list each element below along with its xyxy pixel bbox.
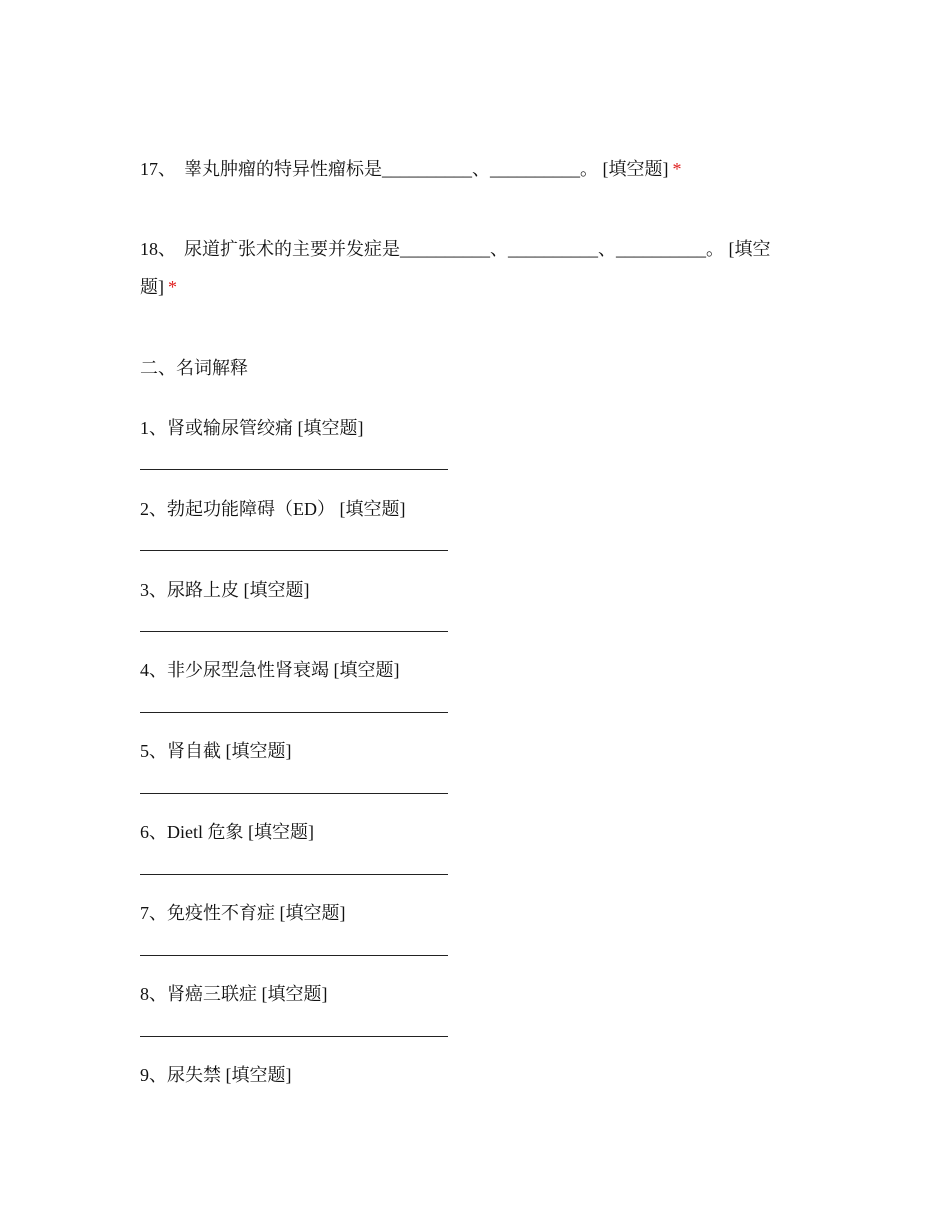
answer-line-5[interactable] bbox=[140, 793, 448, 794]
question-text: 睾丸肿瘤的特异性瘤标是__________、__________。 [填空题] bbox=[184, 159, 669, 179]
question-text: 尿道扩张术的主要并发症是__________、__________、__________。 [填空题] bbox=[140, 239, 771, 297]
answer-line-2[interactable] bbox=[140, 550, 448, 551]
term-7: 7、免疫性不育症 [填空题] bbox=[140, 903, 346, 923]
term-5: 5、肾自截 [填空题] bbox=[140, 741, 292, 761]
answer-line-1[interactable] bbox=[140, 469, 448, 470]
answer-line-7[interactable] bbox=[140, 955, 448, 956]
term-2: 2、勃起功能障碍（ED） [填空题] bbox=[140, 499, 406, 519]
term-1: 1、肾或输尿管绞痛 [填空题] bbox=[140, 418, 364, 438]
required-asterisk: * bbox=[168, 277, 177, 297]
answer-line-6[interactable] bbox=[140, 874, 448, 875]
question-18 bbox=[140, 230, 800, 306]
question-number: 17、 bbox=[140, 159, 176, 179]
answer-line-3[interactable] bbox=[140, 631, 448, 632]
term-6: 6、Dietl 危象 [填空题] bbox=[140, 822, 314, 842]
term-4: 4、非少尿型急性肾衰竭 [填空题] bbox=[140, 660, 400, 680]
required-asterisk: * bbox=[672, 159, 682, 179]
term-9: 9、尿失禁 [填空题] bbox=[140, 1065, 292, 1085]
answer-line-4[interactable] bbox=[140, 712, 448, 713]
question-17 bbox=[140, 150, 800, 188]
term-3: 3、尿路上皮 [填空题] bbox=[140, 580, 310, 600]
term-8: 8、肾癌三联症 [填空题] bbox=[140, 984, 328, 1004]
answer-line-8[interactable] bbox=[140, 1036, 448, 1037]
section-title: 二、名词解释 bbox=[140, 358, 248, 378]
question-number: 18、 bbox=[140, 239, 176, 259]
